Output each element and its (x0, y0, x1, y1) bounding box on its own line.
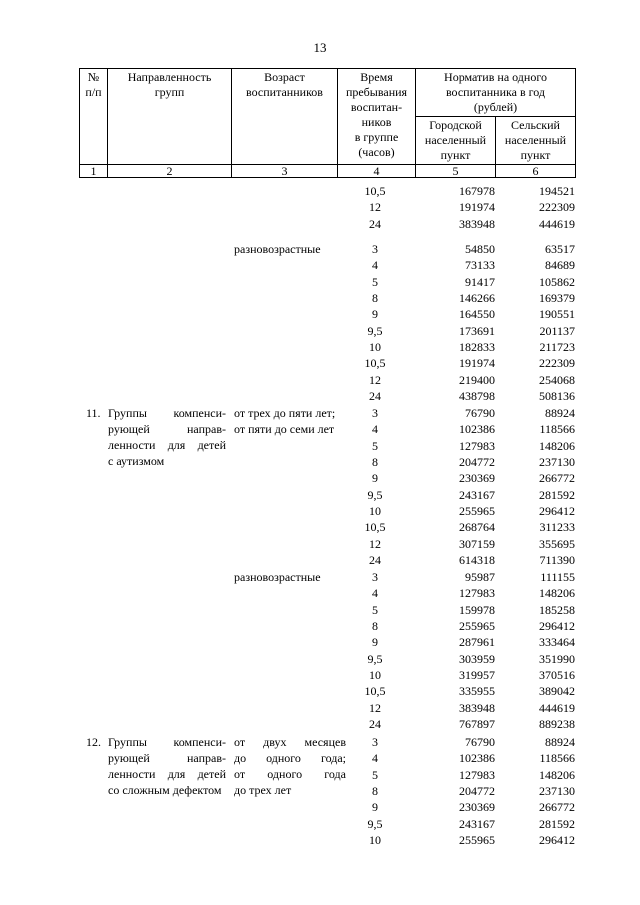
urban-norm-cell: 127983 (459, 768, 495, 782)
hours-cell: 3 (372, 570, 378, 584)
rural-norm-cell: 148206 (539, 768, 575, 782)
rural-norm-cell: 266772 (539, 471, 575, 485)
hours-cell: 3 (372, 735, 378, 749)
hours-cell: 10,5 (364, 520, 386, 534)
hours-cell: 12 (369, 200, 381, 214)
rural-norm-cell: 169379 (539, 291, 575, 305)
rural-norm-cell: 148206 (539, 439, 575, 453)
urban-norm-cell: 159978 (459, 603, 495, 617)
page-number: 13 (313, 40, 327, 55)
rural-norm-cell: 63517 (545, 242, 575, 256)
urban-norm-cell: 127983 (459, 439, 495, 453)
hours-cell: 8 (372, 455, 378, 469)
urban-norm-cell: 230369 (459, 471, 495, 485)
rural-norm-cell: 105862 (539, 275, 575, 289)
group-number: 11. (86, 406, 101, 420)
urban-norm-cell: 255965 (459, 833, 495, 847)
rural-norm-cell: 389042 (539, 684, 575, 698)
urban-norm-cell: 76790 (465, 406, 495, 420)
age-group-label: разновозрастные (234, 242, 321, 256)
rural-norm-cell: 148206 (539, 586, 575, 600)
header-col-urban: Городской населенный пункт (416, 117, 496, 165)
rural-norm-cell: 237130 (539, 784, 575, 798)
urban-norm-cell: 182833 (459, 340, 495, 354)
rural-norm-cell: 211723 (539, 340, 575, 354)
urban-norm-cell: 614318 (459, 553, 495, 567)
rural-norm-cell: 194521 (539, 184, 575, 198)
hours-cell: 5 (372, 768, 378, 782)
urban-norm-cell: 303959 (459, 652, 495, 666)
rural-norm-cell: 222309 (539, 200, 575, 214)
rural-norm-cell: 351990 (539, 652, 575, 666)
hours-cell: 24 (369, 389, 381, 403)
urban-norm-cell: 173691 (459, 324, 495, 338)
hours-cell: 10 (369, 340, 381, 354)
header-col-rural: Сельский населенный пункт (496, 117, 576, 165)
hours-cell: 9 (372, 307, 378, 321)
urban-norm-cell: 191974 (459, 200, 495, 214)
urban-norm-cell: 73133 (465, 258, 495, 272)
hours-cell: 9 (372, 635, 378, 649)
hours-cell: 10,5 (364, 184, 386, 198)
hours-cell: 10 (369, 833, 381, 847)
rural-norm-cell: 444619 (539, 217, 575, 231)
rural-norm-cell: 711390 (539, 553, 575, 567)
urban-norm-cell: 307159 (459, 537, 495, 551)
urban-norm-cell: 76790 (465, 735, 495, 749)
hours-cell: 9 (372, 471, 378, 485)
group-direction-name (108, 405, 226, 469)
rural-norm-cell: 370516 (539, 668, 575, 682)
rural-norm-cell: 118566 (539, 422, 575, 436)
rural-norm-cell: 118566 (539, 751, 575, 765)
hours-cell: 5 (372, 275, 378, 289)
urban-norm-cell: 219400 (459, 373, 495, 387)
age-range-label (234, 734, 346, 798)
hours-cell: 9,5 (367, 324, 383, 338)
age-group-label: разновозрастные (234, 570, 321, 584)
urban-norm-cell: 204772 (459, 784, 495, 798)
header-col-hours: Время пребывания воспитан- ников в группе (часов) (338, 69, 416, 165)
group-direction-line: Группы компенси- (108, 735, 226, 749)
hours-cell: 10 (369, 504, 381, 518)
hours-cell: 12 (369, 537, 381, 551)
urban-norm-cell: 255965 (459, 504, 495, 518)
urban-norm-cell: 243167 (459, 488, 495, 502)
hours-cell: 24 (369, 553, 381, 567)
age-range-line: от пяти до семи лет (234, 422, 335, 436)
hours-cell: 24 (369, 217, 381, 231)
group-direction-line: ленности для детей (108, 767, 226, 781)
hours-cell: 5 (372, 439, 378, 453)
urban-norm-cell: 54850 (465, 242, 495, 256)
hours-cell: 3 (372, 406, 378, 420)
rural-norm-cell: 508136 (539, 389, 575, 403)
rural-norm-cell: 111155 (540, 570, 575, 584)
header-number-2: 2 (108, 165, 232, 178)
age-range-line: до трех лет (234, 783, 292, 797)
hours-cell: 10,5 (364, 356, 386, 370)
hours-cell: 12 (369, 373, 381, 387)
rural-norm-cell: 281592 (539, 488, 575, 502)
urban-norm-cell: 255965 (459, 619, 495, 633)
rural-norm-cell: 222309 (539, 356, 575, 370)
hours-cell: 4 (372, 258, 378, 272)
hours-cell: 5 (372, 603, 378, 617)
urban-norm-cell: 204772 (459, 455, 495, 469)
hours-cell: 9 (372, 800, 378, 814)
urban-norm-cell: 287961 (459, 635, 495, 649)
hours-cell: 4 (372, 751, 378, 765)
urban-norm-cell: 102386 (459, 422, 495, 436)
urban-norm-cell: 383948 (459, 701, 495, 715)
header-number-1: 1 (80, 165, 108, 178)
hours-cell: 8 (372, 619, 378, 633)
age-range-line: от трех до пяти лет; (234, 406, 336, 420)
rural-norm-cell: 254068 (539, 373, 575, 387)
header-number-3: 3 (232, 165, 338, 178)
hours-cell: 9,5 (367, 817, 383, 831)
header-number-5: 5 (416, 165, 496, 178)
rural-norm-cell: 333464 (539, 635, 575, 649)
hours-cell: 24 (369, 717, 381, 731)
hours-cell: 10 (369, 668, 381, 682)
hours-cell: 10,5 (364, 684, 386, 698)
urban-norm-cell: 268764 (459, 520, 495, 534)
rural-norm-cell: 88924 (545, 735, 575, 749)
urban-norm-cell: 767897 (459, 717, 495, 731)
urban-norm-cell: 319957 (459, 668, 495, 682)
hours-cell: 4 (372, 422, 378, 436)
age-range-line: от одного года (234, 767, 346, 781)
header-col-direction: Направленность групп (108, 69, 232, 165)
rural-norm-cell: 237130 (539, 455, 575, 469)
group-direction-line: Группы компенси- (108, 406, 226, 420)
rural-norm-cell: 355695 (539, 537, 575, 551)
urban-norm-cell: 335955 (459, 684, 495, 698)
rural-norm-cell: 444619 (539, 701, 575, 715)
group-direction-line: рующей направ- (108, 422, 226, 436)
urban-norm-cell: 164550 (459, 307, 495, 321)
rural-norm-cell: 190551 (539, 307, 575, 321)
rural-norm-cell: 311233 (539, 520, 575, 534)
group-direction-line: ленности для детей (108, 438, 226, 452)
rural-norm-cell: 296412 (539, 504, 575, 518)
group-direction-name (108, 734, 226, 798)
hours-cell: 9,5 (367, 488, 383, 502)
rural-norm-cell: 281592 (539, 817, 575, 831)
age-range-label (234, 405, 346, 437)
rural-norm-cell: 296412 (539, 833, 575, 847)
urban-norm-cell: 243167 (459, 817, 495, 831)
group-direction-line: рующей направ- (108, 751, 226, 765)
rural-norm-cell: 266772 (539, 800, 575, 814)
urban-norm-cell: 230369 (459, 800, 495, 814)
urban-norm-cell: 91417 (465, 275, 495, 289)
header-col-number: № п/п (80, 69, 108, 165)
hours-cell: 3 (372, 242, 378, 256)
age-range-line: от двух месяцев (234, 735, 346, 749)
urban-norm-cell: 127983 (459, 586, 495, 600)
header-number-4: 4 (338, 165, 416, 178)
header-col-norm: Норматив на одного воспитанника в год (рублей) (416, 69, 576, 117)
urban-norm-cell: 146266 (459, 291, 495, 305)
urban-norm-cell: 102386 (459, 751, 495, 765)
group-direction-line: со сложным дефектом (108, 783, 222, 797)
rural-norm-cell: 296412 (539, 619, 575, 633)
hours-cell: 8 (372, 784, 378, 798)
hours-cell: 4 (372, 586, 378, 600)
age-range-line: до одного года; (234, 751, 346, 765)
urban-norm-cell: 95987 (465, 570, 495, 584)
rural-norm-cell: 185258 (539, 603, 575, 617)
urban-norm-cell: 191974 (459, 356, 495, 370)
rural-norm-cell: 201137 (539, 324, 575, 338)
rural-norm-cell: 84689 (545, 258, 575, 272)
hours-cell: 8 (372, 291, 378, 305)
header-col-age: Возраст воспитанников (232, 69, 338, 165)
urban-norm-cell: 383948 (459, 217, 495, 231)
urban-norm-cell: 438798 (459, 389, 495, 403)
group-direction-line: с аутизмом (108, 454, 165, 468)
hours-cell: 9,5 (367, 652, 383, 666)
hours-cell: 12 (369, 701, 381, 715)
urban-norm-cell: 167978 (459, 184, 495, 198)
rural-norm-cell: 889238 (539, 717, 575, 731)
group-number: 12. (86, 735, 101, 749)
rural-norm-cell: 88924 (545, 406, 575, 420)
header-number-6: 6 (496, 165, 576, 178)
